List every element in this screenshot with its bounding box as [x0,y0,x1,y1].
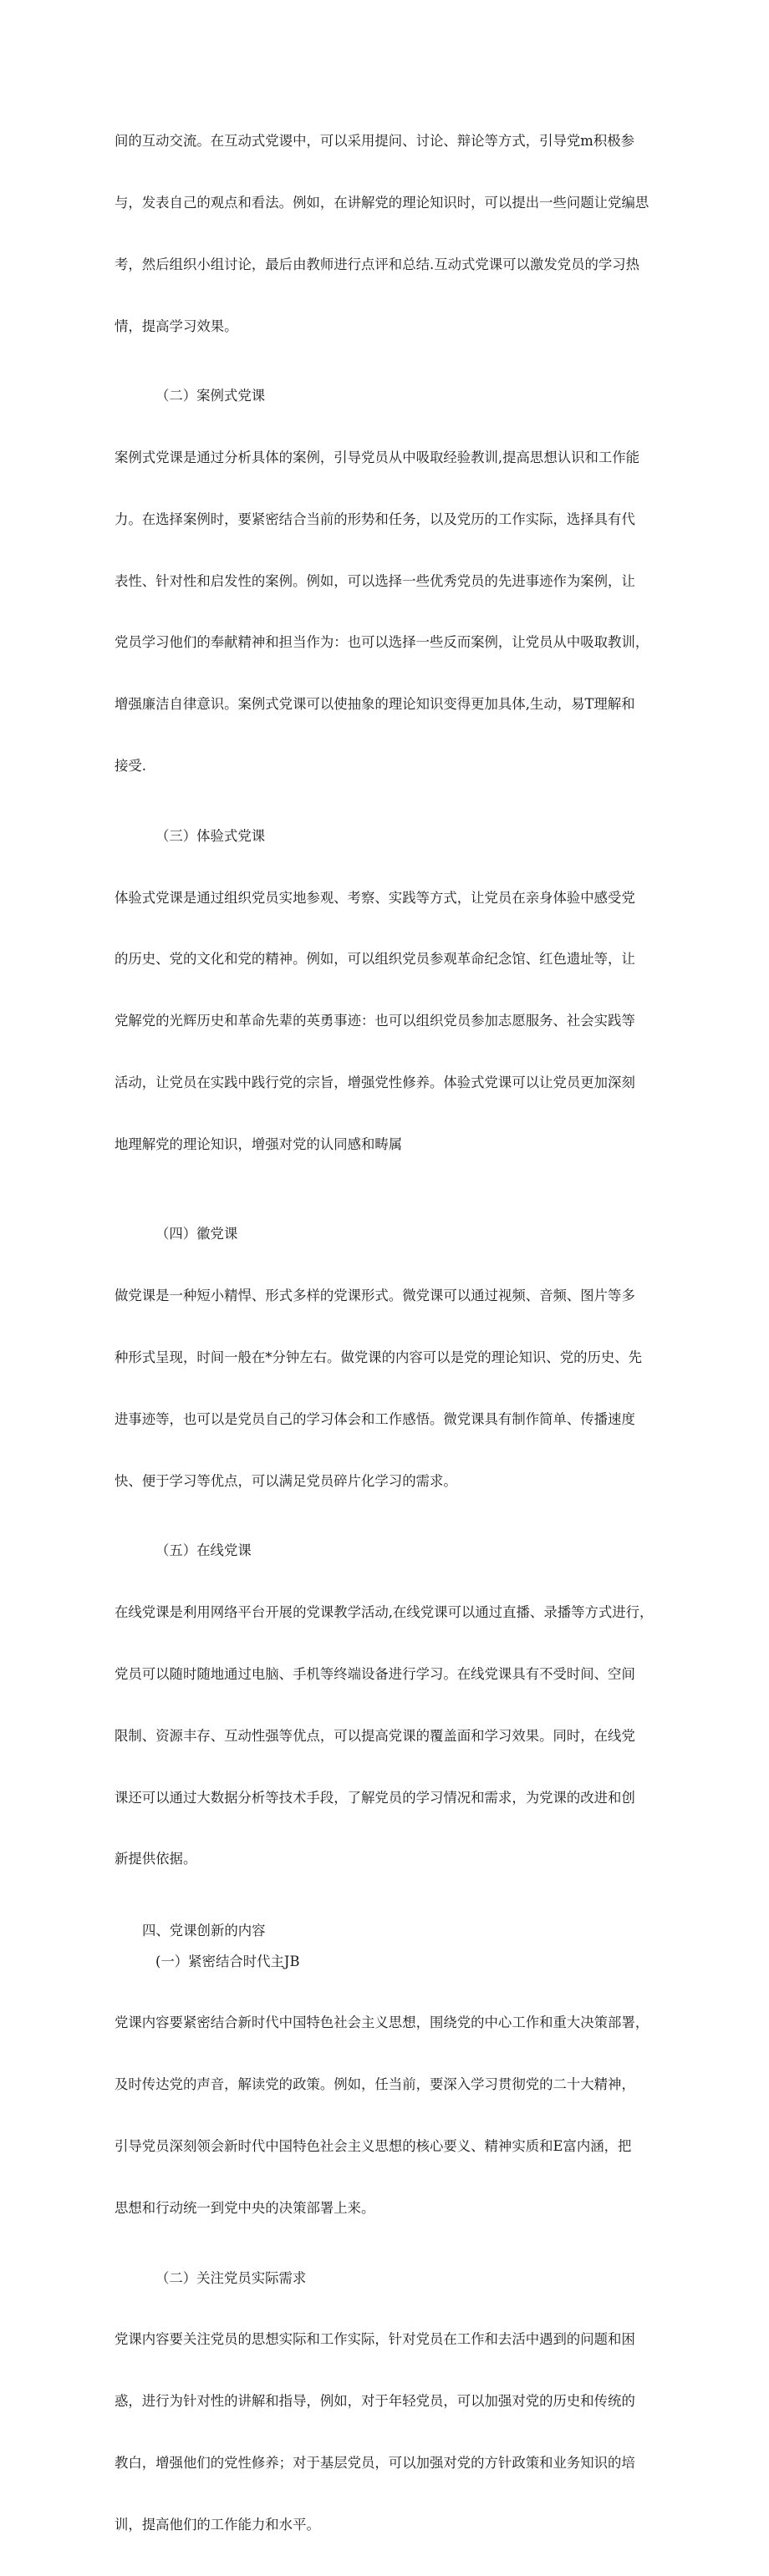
text-line: 表性、针对性和启发性的案例。例如，可以选择一些优秀党员的先进事迹作为案例，让 [115,572,635,589]
text-line: 活动，让党员在实践中践行党的宗旨，增强党性修养。体验式党课可以让党员更加深刻 [115,1074,635,1090]
text-line: 思想和行动统一到党中央的决策部署上来。 [115,2199,375,2216]
text-line: 引导党员深刻领会新时代中国特色社会主义思想的核心要义、精神实质和E富内涵，把 [115,2138,632,2154]
text-line: 党员可以随时随地通过电脑、手机等终端设备进行学习。在线党课具有不受时间、空间 [115,1665,635,1682]
text-line: 快、便于学习等优点，可以满足党员碎片化学习的需求。 [115,1472,457,1489]
paragraph-interactive-lesson [115,90,658,378]
text-line: 间的互动交流。在互动式党谡中，可以采用提问、讨论、辩论等方式，引导党m积极参 [115,133,634,150]
text-line: 在线党课是利用网络平台开展的党课教学活动,在线党课可以通过直播、录播等方式进行， [115,1604,654,1621]
heading-times-theme: (一）紧密结合时代主JB [155,1953,300,1969]
text-line: 体验式党课是通过组织党员实地参观、考察、实践等方式，让党员在亲身体验中感受党 [115,889,635,906]
paragraph-member-needs [115,2289,658,2576]
paragraph-experience-lesson [115,846,658,1196]
paragraph-case-lesson [115,407,658,818]
text-line: 党课内容要紧密结合新时代中国特色社会主义思想，围绕党的中心工作和重大决策部署， [115,2015,649,2031]
text-line: 地理解党的理论知识，增强对党的认同感和畴属 [115,1136,403,1152]
heading-member-needs: （二）关注党员实际需求 [155,2269,307,2286]
text-line: 力。在选择案例时，要紧密结合当前的形势和任务，以及党历的工作实际，选择具有代 [115,511,635,527]
text-line: 党员学习他们的奉献精神和担当作为：也可以选择一些反而案例，让党员从中吸取教训， [115,634,649,651]
text-line: 的历史、党的文化和党的精神。例如，可以组织党员参观革命纪念馆、红色遗址等，让 [115,951,635,968]
text-line: 做党课是一种短小精悍、形式多样的党课形式。微党课可以通过视频、音频、图片等多 [115,1288,635,1304]
text-line: 与，发表自己的观点和看法。例如，在讲解党的理论知识时，可以提出一些问题让党编思 [115,194,649,211]
paragraph-micro-lesson [115,1245,658,1532]
text-line: 进事迹等，也可以是党员自己的学习体会和工作感悟。微党课具有制作简单、传播速度 [115,1410,635,1427]
text-line: 训，提高他们的工作能力和水平。 [115,2516,320,2533]
paragraph-online-lesson [115,1562,658,1911]
text-line: 接受. [115,758,146,774]
text-line: 增强廉洁自律意识。案例式党课可以使抽象的理论知识变得更加具体,生动，易T理解和 [115,696,635,713]
text-line: 及时传达党的声音，解读党的政策。例如，任当前，要深入学习贯彻党的二十大精神， [115,2076,635,2093]
heading-experience-lesson: （三）体验式党课 [155,827,266,844]
text-line: 新提供依据。 [115,1851,197,1867]
section-heading-content-innovation: 四、党课创新的内容 [142,1923,266,1939]
paragraph-times-theme [115,1972,658,2259]
document-page [115,90,658,2576]
text-line: 情，提高学习效果。 [115,318,238,334]
heading-online-lesson: （五）在线党课 [155,1542,252,1559]
text-line: 教白，增强他们的党性修养；对于基层党员，可以加强对党的方针政策和业务知识的培 [115,2454,635,2471]
text-line: 惑，进行为针对性的讲解和指导，例如，对于年轻党员，可以加强对党的历史和传统的 [115,2393,635,2410]
heading-micro-lesson: （四）徽党课 [155,1226,238,1242]
text-line: 课还可以通过大数据分析等技术手段，了解党员的学习情况和需求，为党课的改进和创 [115,1789,635,1806]
text-line: 党课内容要关注党员的思想实际和工作实际，针对党员在工作和去活中遇到的问题和困 [115,2331,635,2348]
text-line: 党解党的光辉历史和革命先辈的英勇事迹：也可以组织党员参加志愿服务、社会实践等 [115,1013,635,1029]
text-line: 案例式党课是通过分析具体的案例，引导党员从中吸取经验教训,提高思想认识和工作能 [115,450,640,466]
text-line: 考，然后组织小组讨论，最后由教师进行点评和总结.互动式党课可以激发党员的学习热 [115,256,640,272]
text-line: 限制、资源丰存、互动性强等优点，可以提高党课的覆盖面和学习效果。同时，在线党 [115,1727,635,1744]
heading-case-lesson: （二）案例式党课 [155,388,266,404]
text-line: 种形式呈现，时间一般在*分钟左右。做党课的内容可以是党的理论知识、党的历史、先 [115,1349,643,1366]
